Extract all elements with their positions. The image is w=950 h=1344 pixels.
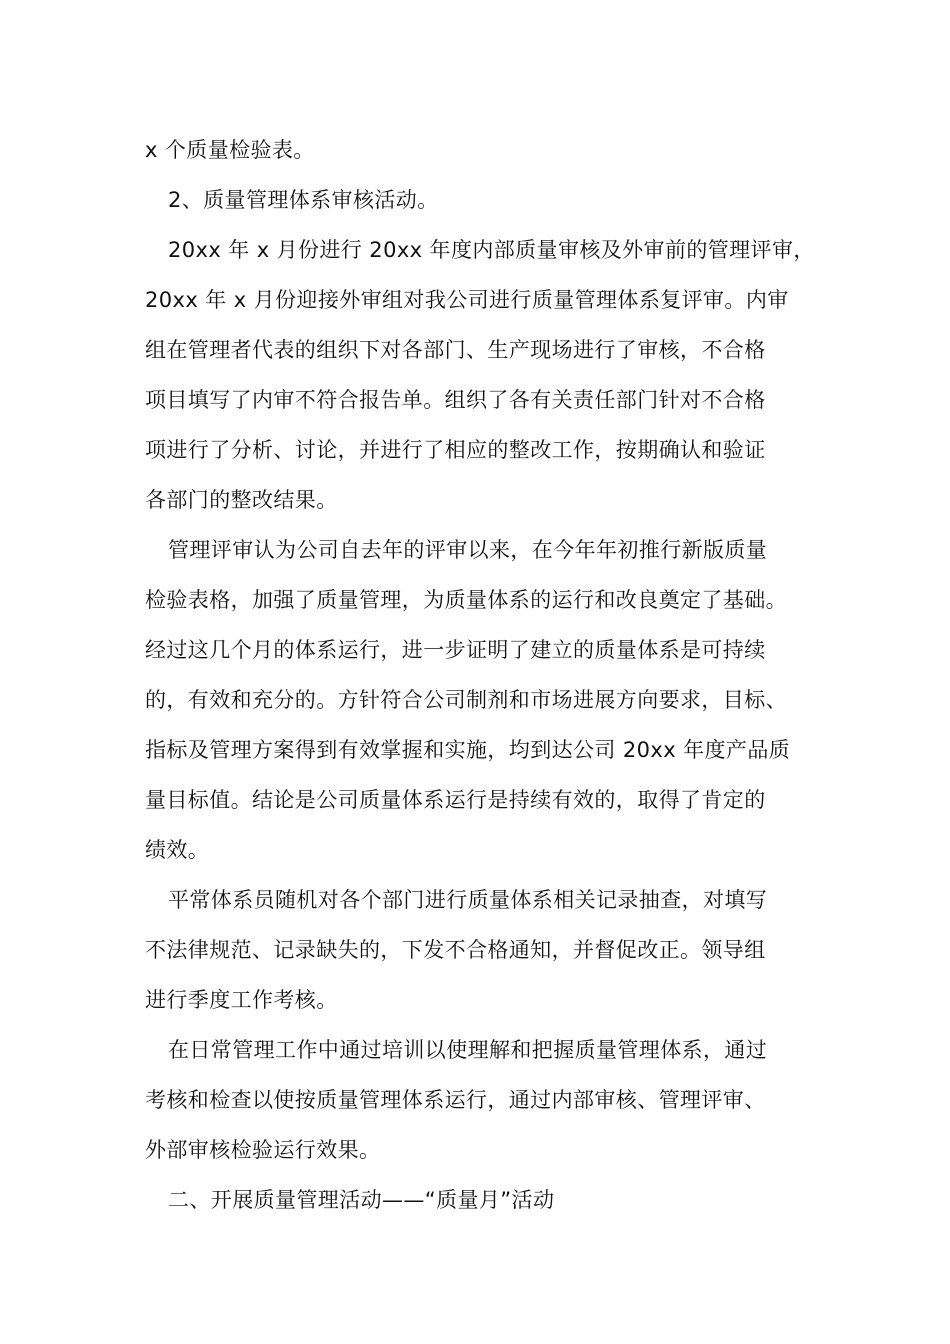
text-line: 各部门的整改结果。 xyxy=(145,488,338,512)
text-line: 在日常管理工作中通过培训以使理解和把握质量管理体系，通过 xyxy=(168,1038,768,1062)
text-line: 管理评审认为公司自去年的评审以来，在今年年初推行新版质量 xyxy=(168,538,768,562)
text-line: 进行季度工作考核。 xyxy=(145,988,338,1012)
text-line: 的，有效和充分的。方针符合公司制剂和市场进展方向要求，目标、 xyxy=(145,688,787,712)
text-line: 经过这几个月的体系运行，进一步证明了建立的质量体系是可持续 xyxy=(145,638,766,662)
text-line: 外部审核检验运行效果。 xyxy=(145,1138,381,1162)
section-heading: 二、开展质量管理活动——“质量月”活动 xyxy=(168,1188,555,1212)
text-line: 20xx 年 x 月份迎接外审组对我公司进行质量管理体系复评审。内审 xyxy=(145,288,789,312)
text-line: 绩效。 xyxy=(145,838,210,862)
section-heading: 2、质量管理体系审核活动。 xyxy=(168,188,439,212)
text-line: 考核和检查以使按质量管理体系运行，通过内部审核、管理评审、 xyxy=(145,1088,766,1112)
text-line: x 个质量检验表。 xyxy=(145,138,315,162)
text-line: 不法律规范、记录缺失的，下发不合格通知，并督促改正。领导组 xyxy=(145,938,766,962)
text-line: 平常体系员随机对各个部门进行质量体系相关记录抽查，对填写 xyxy=(168,888,768,912)
text-line: 指标及管理方案得到有效掌握和实施，均到达公司 20xx 年度产品质 xyxy=(145,738,791,762)
text-line: 检验表格，加强了质量管理，为质量体系的运行和改良奠定了基础。 xyxy=(145,588,787,612)
text-line: 20xx 年 x 月份进行 20xx 年度内部质量审核及外审前的管理评审， xyxy=(168,238,815,262)
text-line: 组在管理者代表的组织下对各部门、生产现场进行了审核，不合格 xyxy=(145,338,766,362)
text-line: 量目标值。结论是公司质量体系运行是持续有效的，取得了肯定的 xyxy=(145,788,766,812)
text-line: 项进行了分析、讨论，并进行了相应的整改工作，按期确认和验证 xyxy=(145,438,766,462)
text-line: 项目填写了内审不符合报告单。组织了各有关责任部门针对不合格 xyxy=(145,388,766,412)
